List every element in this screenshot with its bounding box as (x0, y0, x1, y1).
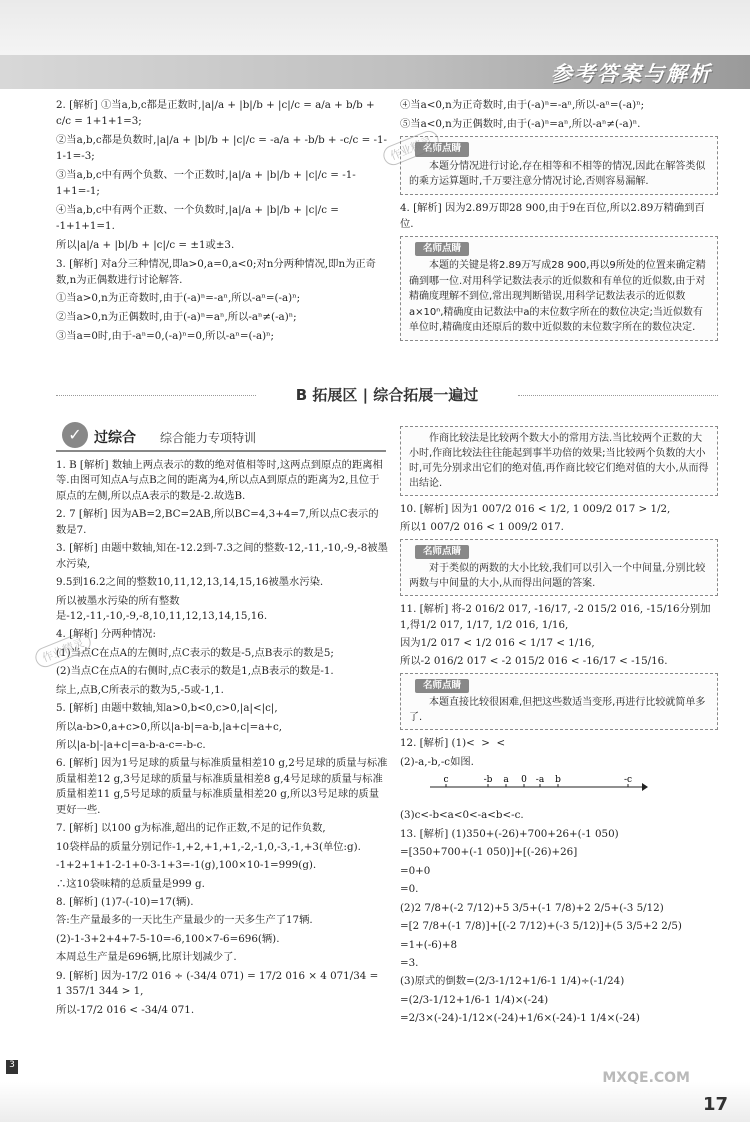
tip-label: 名师点睛 (415, 679, 469, 693)
right-bottom-column (400, 424, 718, 1030)
tip-text-1: 本题分情况进行讨论,存在相等和不相等的情况,因此在解答类似的乘方运算题时,千万要注意分情况讨论,否则容易漏解. (409, 160, 706, 188)
stamp-watermark: 作业精灵 (32, 630, 93, 670)
answer-b13-part2: (2)2 7/8+(-2 7/12)+5 3/5+(-1 7/8)+2 2/5+(-3 5/12) (400, 901, 664, 914)
answer-b6: 6. [解析] 因为1号足球的质量与标准质量相差10 g,2号足球的质量与标准质量相差12 g,3号足球的质量与标准质量相差8 g,4号足球的质量与标准质量相差11 g,5号足球的质量与标准质量相差20 g,所以3号足球的质量更好一些. (56, 757, 388, 816)
answer-b3: 3. [解析] 由题中数轴,知在-12.2到-7.3之间的整数-12,-11,-10,-9,-8被墨水污染, (56, 542, 388, 570)
answer-b13-step3: =0+0 (400, 864, 431, 877)
answer-b5-line3: 所以|a-b|-|a+c|=a-b-a-c=-b-c. (56, 739, 206, 751)
answer-2-case-4: ④当a,b,c中有两个正数、一个负数时,|a|/a + |b|/b + |c|/c = -1+1+1=1. (56, 203, 343, 232)
subheader-subtitle: 综合能力专项特训 (160, 431, 257, 445)
answer-2-case-2: ②当a,b,c都是负数时,|a|/a + |b|/b + |c|/c = -a/a + -b/b + -c/c = -1-1-1=-3; (56, 133, 388, 162)
site-watermark: MXQE.COM (602, 1070, 690, 1086)
answer-b13-step4: =0. (400, 883, 419, 896)
header-banner (0, 0, 750, 90)
answer-b11-line3: 所以-2 016/2 017 < -2 015/2 016 < -16/17 < -15/16. (400, 655, 668, 668)
answer-b7-line2: 10袋样品的质量分别记作-1,+2,+1,+1,-2,-1,0,-3,-1,+3(单位:g). (56, 840, 361, 853)
answer-3-case-3: ③当a=0时,由于-aⁿ=0,(-a)ⁿ=0,所以-aⁿ=(-a)ⁿ; (56, 330, 275, 343)
answer-4: 4. [解析] 因为2.89万即28 900,由于9在百位,所以2.89万精确到百位. (400, 201, 705, 230)
answer-3-case-5: ⑤当a<0,n为正偶数时,由于(-a)ⁿ=aⁿ,所以-aⁿ≠(-a)ⁿ. (400, 117, 641, 130)
answer-b13-part2-step3: =1+(-6)+8 (400, 938, 458, 951)
subheader-title: 过综合 (94, 430, 136, 446)
answer-b8-line3: (2)-1-3+2+4+7-5-10=-6,100×7-6=696(辆). (56, 932, 280, 945)
left-bottom-column (56, 458, 388, 1021)
tip-text-intro: 作商比较法是比较两个数大小的常用方法.当比较两个正数的大小时,作商比较法往往能起到事半功倍的效果;当比较两个负数的大小时,可先分别求出它们的绝对值,再作商比较它们绝对值的大小,从而得出结论. (409, 433, 709, 489)
answer-b7: 7. [解析] 以100 g为标准,超出的记作正数,不足的记作负数, (56, 822, 326, 835)
answer-b2: 2. 7 [解析] 因为AB=2,BC=2AB,所以BC=4,3+4=7,所以点C表示的数是7. (56, 508, 379, 536)
subheader (56, 424, 386, 452)
right-top-column (400, 98, 718, 347)
number-line-figure (428, 773, 648, 799)
side-mark: 3 (6, 1060, 18, 1074)
answer-b9: 9. [解析] 因为-17/2 016 ÷ (-34/4 071) = 17/2 016 × 4 071/34 = 1 357/1 344 > 1, (56, 969, 382, 998)
number-line (428, 773, 718, 804)
number-line-label: -c (623, 775, 633, 785)
tip-text-4: 本题直接比较很困难,但把这些数适当变形,再进行比较就简单多了. (409, 697, 706, 724)
number-line-label: c (443, 775, 449, 785)
answer-b4-summary: 综上,点B,C所表示的数为5,-5或-1,1. (56, 683, 224, 696)
tip-box-intro (400, 426, 718, 496)
tip-label: 名师点睛 (415, 545, 469, 559)
left-top-column (56, 98, 388, 348)
answer-b4-case2: (2)当点C在点A的右侧时,点C表示的数是1,点B表示的数是-1. (56, 665, 334, 678)
answer-b13: 13. [解析] (1)350+(-26)+700+26+(-1 050) (400, 827, 619, 840)
answer-b4-case1: (1)当点C在点A的左侧时,点C表示的数是-5,点B表示的数是5; (56, 646, 334, 659)
number-line-label: b (555, 775, 561, 785)
answer-2: 2. [解析] ①当a,b,c都是正数时,|a|/a + |b|/b + |c|/c = a/a + b/b + c/c = 1+1+1=3; (56, 99, 378, 127)
answer-b12-line2: (2)-a,-b,-c如图. (400, 755, 474, 768)
answer-b10: 10. [解析] 因为1 007/2 016 < 1/2, 1 009/2 017 > 1/2, (400, 503, 671, 515)
number-line-label: a (503, 775, 509, 785)
tip-text-3: 对于类似的两数的大小比较,我们可以引入一个中间量,分别比较两数与中间量的大小,从而得出问题的答案. (409, 563, 706, 590)
answer-3-case-4: ④当a<0,n为正奇数时,由于(-a)ⁿ=-aⁿ,所以-aⁿ=(-a)ⁿ; (400, 99, 645, 111)
tip-box-1 (400, 136, 718, 195)
answer-b8: 8. [解析] (1)7-(-10)=17(辆). (56, 895, 194, 908)
answer-2-summary: 所以|a|/a + |b|/b + |c|/c = ±1或±3. (56, 238, 235, 251)
answer-b13-part3: (3)原式的倒数=(2/3-1/12+1/6-1 1/4)÷(-1/24) (400, 975, 625, 988)
tip-box-4 (400, 673, 718, 730)
answer-b3-line3: 所以被墨水污染的所有整数是-12,-11,-10,-9,-8,10,11,12,13,14,15,16. (56, 594, 268, 622)
number-line-label: -a (535, 775, 545, 785)
tip-box-2 (400, 236, 718, 341)
answer-b13-part2-step2: =[2 7/8+(-1 7/8)]+[(-2 7/12)+(-3 5/12)]+(5 3/5+2 2/5) (400, 920, 682, 933)
answer-b9-line2: 所以-17/2 016 < -34/4 071. (56, 1003, 195, 1016)
tip-label: 名师点睛 (415, 142, 469, 157)
answer-b8-line2: 答:生产量最多的一天比生产量最少的一天多生产了17辆. (56, 914, 313, 927)
answer-2-case-3: ③当a,b,c中有两个负数、一个正数时,|a|/a + |b|/b + |c|/c = -1-1+1=-1; (56, 168, 356, 197)
answer-b13-part3-step3: =2/3×(-24)-1/12×(-24)+1/6×(-24)-1 1/4×(-24) (400, 1012, 640, 1025)
answer-b12: 12. [解析] (1)< > < (400, 737, 506, 750)
number-line-label: 0 (521, 775, 527, 785)
answer-b8-line4: 本周总生产量是696辆,比原计划减少了. (56, 951, 237, 964)
answer-b11-line2: 因为1/2 017 < 1/2 016 < 1/17 < 1/16, (400, 637, 595, 649)
answer-b3-line2: 9.5到16.2之间的整数10,11,12,13,14,15,16被墨水污染. (56, 576, 324, 589)
answer-3-case-1: ①当a>0,n为正奇数时,由于(-a)ⁿ=-aⁿ,所以-aⁿ=(-a)ⁿ; (56, 292, 301, 305)
number-line-label: -b (483, 775, 493, 785)
section-title: B 拓展区 | 综合拓展一遍过 (56, 384, 718, 406)
footer-band (0, 1082, 750, 1122)
answer-b5: 5. [解析] 由题中数轴,知a>0,b<0,c>0,|a|<|c|, (56, 702, 278, 715)
tip-box-3 (400, 539, 718, 596)
answer-b12-line3: (3)c<-b<a<0<-a<b<-c. (400, 809, 524, 822)
answer-3-case-2: ②当a>0,n为正偶数时,由于(-a)ⁿ=aⁿ,所以-aⁿ≠(-a)ⁿ; (56, 311, 297, 324)
tip-label: 名师点睛 (415, 242, 469, 257)
tip-text-2: 本题的关键是将2.89万写成28 900,再以9所处的位置来确定精确到哪一位.对用科学记数法表示的近似数和有单位的近似数,由于对精确度理解不到位,常出现判断错误,用科学记数法表示的近似数a×10ⁿ,精确度由记数法中a的末位数字所在的数位决定;当近似数有单位时,精确度由还原后的数中近似数的末位数字所在的数位决定. (409, 260, 706, 334)
answer-b13-part2-step4: =3. (400, 956, 419, 969)
answer-b11: 11. [解析] 将-2 016/2 017, -16/17, -2 015/2 016, -15/16分别加1,得1/2 017, 1/17, 1/2 016, 1/16, (400, 603, 711, 631)
header-title: 参考答案与解析 (551, 62, 712, 86)
answer-b10-line2: 所以1 007/2 016 < 1 009/2 017. (400, 521, 564, 534)
answer-b13-part3-step2: =(2/3-1/12+1/6-1 1/4)×(-24) (400, 993, 549, 1006)
check-icon: ✓ (62, 422, 88, 448)
answer-b1: 1. B [解析] 数轴上两点表示的数的绝对值相等时,这两点到原点的距离相等.由图可知点A与点B之间的距离为4,所以点A到原点的距离为2,且位于原点的左侧,所以点A表示的数是-2.故选B. (56, 459, 383, 502)
answer-b7-line4: ∴这10袋味精的总质量是999 g. (56, 877, 205, 890)
answer-b13-step2: =[350+700+(-1 050)]+[(-26)+26] (400, 846, 578, 859)
answer-3: 3. [解析] 对a分三种情况,即a>0,a=0,a<0;对n分两种情况,即n为正奇数,n为正偶数进行讨论解答. (56, 257, 376, 286)
stamp-watermark: 作业精灵 (380, 128, 441, 168)
answer-b7-line3: -1+2+1+1-2-1+0-3-1+3=-1(g),100×10-1=999(g). (56, 859, 317, 872)
page-number: 17 (702, 1094, 728, 1115)
answer-b5-line2: 所以a-b>0,a+c>0,所以|a-b|=a-b,|a+c|=a+c, (56, 720, 282, 733)
answer-b4: 4. [解析] 分两种情况: (56, 628, 156, 641)
